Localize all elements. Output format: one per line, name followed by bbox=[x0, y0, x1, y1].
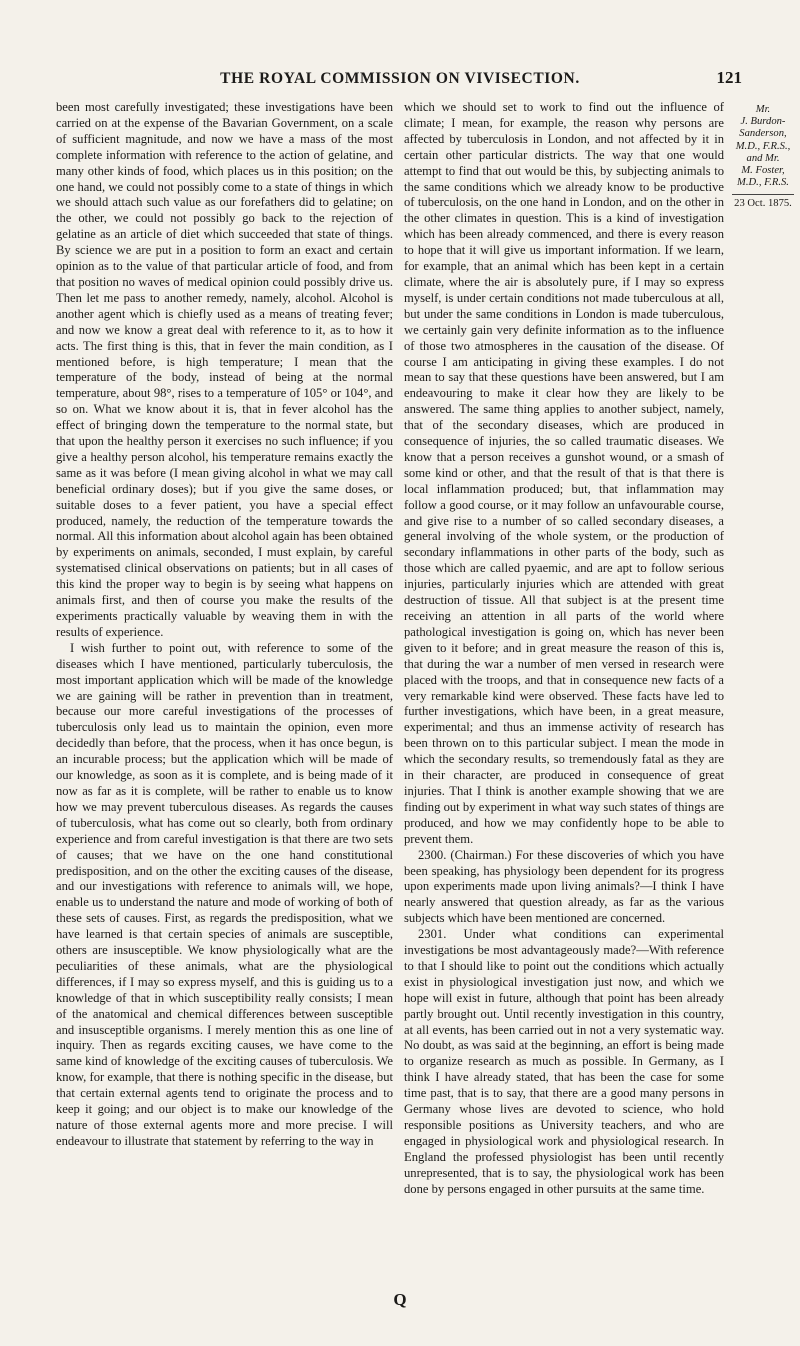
page-header bbox=[0, 68, 800, 94]
paragraph: I wish further to point out, with reference to some of the diseases which I have mentioned, particularly tuberculosis, the most important application which will be made of the knowledge we are gaining will be rather in prevention than in treatment, because our more careful investigations of the processes of tuberculosis only lead us to maintain the opinion, even more decidedly than before, that the process, when it has once begun, is an incurable process; but the application which will be made of our knowledge, as soon as it is complete, and is being made of it now as far as it is complete, will be rather to enable us to know how we may prevent tuberculous diseases. As regards the causes of tuberculosis, what has come out so clearly, both from ordinary experience and from careful investigation is that there are two sets of causes; that we have on the one hand constitutional predisposition, and on the other the exciting causes of the disease, and our investigations with reference to animals will, we hope, enable us to understand the nature and mode of working of both of these sets of causes. First, as regards the predisposition, what we have learned is that certain species of animals are susceptible, others are insusceptible. We know physiologically what are the peculiarities of these animals, what are the physiological differences, if I may so express myself, and this is guiding us to a knowledge of that in which susceptibility really consists; I mean of the anatomical and chemical differences between susceptible and insusceptible organisms. I merely mention this as one line of inquiry. Then as regards exciting causes, we have come to the same kind of knowledge of the exciting causes of tuberculosis. We know, for example, that there is nothing specific in the disease, but that certain external agents tend to originate the process and to keep it going; and our object is to make our knowledge of the nature of those external agents more and more precise. I will endeavour to illustrate that statement by referring to the way in bbox=[56, 640, 393, 1148]
paragraph: been most carefully investigated; these investigations have been carried on at the expense of the Bavarian Government, on a scale of sufficient magnitude, and now we have a mass of the most complete information with reference to the action of gelatine, and many other kinds of food, which places us in this position; on the one hand, we could not possibly come to a state of things in which we should attach such value as our forefathers did to gelatine; on the other, we could not possibly go back to the rejection of gelatine as an article of diet which succeeded that state of things. By science we are put in a position to form an exact and certain opinion as to the value of that particular article of food, and from that position no waves of medical opinion could possibly drive us. Then let me pass to another remedy, namely, alcohol. Alcohol is another agent which is chiefly used as a means of treating fever; and now we know a great deal with reference to it, as to how it acts. The first thing is this, that in fever the main condition, as I mentioned before, is high temperature; I mean that the temperature of the body, instead of being at the normal temperature, about 98°, rises to a temperature of 105° or 104°, and so on. What we know about it is, that in fever alcohol has the effect of bringing down the temperature to the normal state, but that upon the healthy person it exercises no such influence; if you give a healthy person alcohol, his temperature remains exactly the same as it was before (I mean giving alcohol in what we may call beneficial ordinary doses); but if you give the same doses, or suitable doses to a fever patient, you have a special effect produced, namely, the reduction of the temperature towards the normal. All this information about alcohol again has been obtained by experiments on animals, seconded, I must explain, by careful systematised clinical observations on patients; but in all cases of this kind the proper way to begin is by seeing what happens on animals first, and then of course you make the results of the experiments practically valuable by weaving them in with the results of experience. bbox=[56, 100, 393, 639]
witness-line: M. Foster, bbox=[741, 165, 785, 177]
left-column bbox=[56, 100, 393, 1150]
marginal-witness-note bbox=[732, 104, 794, 211]
paragraph: which we should set to work to find out the influence of climate; I mean, for example, the reason why persons are affected by tuberculosis in London, and not affected by it in certain other particular districts. The way that one would attempt to find that out would be this, by subjecting animals to the same conditions which we already know to be productive of tuberculosis, on the one hand in London, and on the other in the other climates in question. This is a kind of investigation which has been already commenced, and there is every reason to hope that it will give us important information. If we learn, for example, that an animal which has been kept in a certain climate, where the air is absolutely pure, if I may so express myself, is under certain conditions not made tuberculous at all, but under the same conditions in London is made tuberculous, we certainly gain very definite information as to the influence of those two atmospheres in the causation of the disease. Of course I am anticipating in giving these examples. I do not mean to say that these questions have been answered, but I am endeavouring to make it clear how they are likely to be answered. The same thing applies to another subject, namely, that of the secondary diseases, which are produced in consequence of injuries, the so called traumatic diseases. We know that a person receives a gunshot wound, or a smash of some kind or other, and that the result of that is that there is local inflammation produced; but, that inflammation may follow a good course, or it may follow an unfavourable course, and give rise to a number of so called secondary diseases, a general involving of the whole system, or the production of secondary inflammations in other parts of the body, such as those which are called pyaemic, and are apt to follow serious injuries, particularly injuries which are attended with great destruction of tissue. All that subject is at the present time receiving an attention in all parts of the world where pathological investigation is going on, which has never been given to it before; and in great measure the reason of this is, that during the war a number of men versed in research were placed with the troops, and that in consequence new facts of a very remarkable kind were observed. These facts have led to further investigations, which have been, in a great measure, experimental; and thus an immense activity of research has been thrown on to this particular subject. I mean the mode in which the secondary results, so tremendously fatal as they are in their character, are produced in consequence of great injuries. That I think is another example showing that we are finding out by experiment in what way such states of things are produced, and how we may confidently hope to be able to prevent them. bbox=[404, 100, 724, 846]
witness-line: M.D., F.R.S., bbox=[735, 140, 791, 152]
signature-mark: Q bbox=[393, 1290, 407, 1309]
witness-line: J. Burdon- bbox=[740, 116, 786, 128]
question-2301: 2301. Under what conditions can experimental investigations be most advantageously made?—With reference to that I should like to point out the conditions which actually exist in physiological investigation just now, and which we hope will exist in future, although that point has been already partly brought out. Until recently investigation in this country, at all events, has been carried out in not a very systematic way. No doubt, as was said at the beginning, an effort is being made to organize research as much as possible. In Germany, as I think I have already stated, that has been the case for some time past, that is to say, that there are a good many persons in Germany whose lives are devoted to science, who hold responsible positions as University teachers, and who are engaged in physiological work and physiological research. In England the professed physiologist has been until recently unrepresented, that is to say, the physiological work has been done by persons engaged in other pursuits at the same time. bbox=[404, 927, 724, 1196]
witness-line: Mr. bbox=[755, 104, 771, 115]
question-2300: 2300. (Chairman.) For these discoveries of which you have been speaking, has physiology been dependent for its progress upon experiments made upon living animals?—I think I have nearly answered that question already, as far as the various subjects which have been mentioned are concerned. bbox=[404, 847, 724, 926]
running-head: THE ROYAL COMMISSION ON VIVISECTION. bbox=[220, 70, 580, 87]
right-column bbox=[404, 100, 724, 1198]
witness-line: Sanderson, bbox=[739, 128, 787, 140]
witness-line: M.D., F.R.S. bbox=[737, 177, 789, 189]
page-number: 121 bbox=[716, 68, 742, 87]
session-date: 23 Oct. 1875. bbox=[732, 194, 794, 210]
witness-line: and Mr. bbox=[746, 152, 780, 164]
